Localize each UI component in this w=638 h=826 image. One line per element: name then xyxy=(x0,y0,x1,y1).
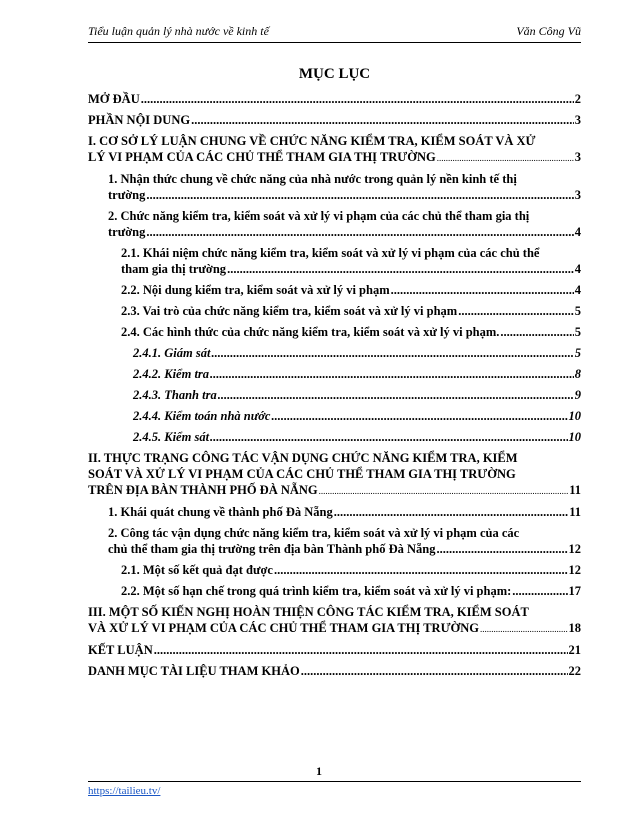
dot-leader xyxy=(146,187,573,203)
table-of-contents xyxy=(88,91,581,684)
toc-entry[interactable] xyxy=(121,303,581,319)
toc-page-number: 2 xyxy=(574,92,581,106)
toc-entry[interactable] xyxy=(88,91,581,107)
toc-page-number: 12 xyxy=(568,542,581,556)
toc-entry-text: DANH MỤC TÀI LIỆU THAM KHẢO xyxy=(88,664,300,678)
toc-entry-text: chủ thể tham gia thị trường trên địa bàn Thành phố Đà Nẵng xyxy=(108,542,436,556)
toc-entry-text: 2. Công tác vận dụng chức năng kiểm tra, kiểm soát và xử lý vi phạm của các xyxy=(108,526,520,540)
toc-entry[interactable] xyxy=(108,525,581,557)
toc-entry-text: 2.2. Nội dung kiểm tra, kiểm soát và xử lý vi phạm xyxy=(121,283,390,297)
dot-leader xyxy=(210,429,567,445)
toc-entry-text: 2.4.4. Kiểm toán nhà nước xyxy=(133,409,271,423)
toc-page-number: 10 xyxy=(568,430,581,444)
dot-leader xyxy=(480,621,567,637)
toc-entry[interactable] xyxy=(108,208,581,240)
footer-link[interactable]: https://tailieu.tv/ xyxy=(88,785,161,797)
toc-entry-text: KẾT LUẬN xyxy=(88,643,153,657)
dot-leader xyxy=(319,483,569,499)
toc-entry[interactable] xyxy=(108,504,581,520)
page-number: 1 xyxy=(316,764,322,778)
toc-page-number: 22 xyxy=(568,664,581,678)
toc-entry-text: MỞ ĐẦU xyxy=(88,92,140,106)
toc-entry-text: TRÊN ĐỊA BÀN THÀNH PHỐ ĐÀ NẴNG xyxy=(88,483,318,497)
toc-page-number: 4 xyxy=(574,283,581,297)
toc-entry[interactable] xyxy=(133,366,581,382)
toc-entry[interactable] xyxy=(121,583,581,599)
toc-page-number: 3 xyxy=(574,113,581,127)
toc-page-number: 8 xyxy=(574,367,581,381)
dot-leader xyxy=(334,504,568,520)
dot-leader xyxy=(512,583,567,599)
dot-leader xyxy=(218,387,574,403)
header-left-text: Tiểu luận quản lý nhà nước về kinh tế xyxy=(88,24,269,38)
toc-page-number: 3 xyxy=(574,188,581,202)
toc-entry-text: 2.2. Một số hạn chế trong quá trình kiểm tra, kiểm soát và xử lý vi phạm: xyxy=(121,584,512,598)
toc-entry[interactable] xyxy=(121,245,581,277)
dot-leader xyxy=(141,91,574,107)
toc-entry-text: II. THỰC TRẠNG CÔNG TÁC VẬN DỤNG CHỨC NĂNG KIỂM TRA, KIỂM xyxy=(88,451,518,465)
toc-entry-text: 2.1. Một số kết quả đạt được xyxy=(121,563,273,577)
footer-rule xyxy=(88,781,581,782)
toc-entry-text: VÀ XỬ LÝ VI PHẠM CỦA CÁC CHỦ THỂ THAM GIA THỊ TRƯỜNG xyxy=(88,621,480,635)
dot-leader xyxy=(458,303,574,319)
toc-entry-text: 2.4.1. Giám sát xyxy=(133,346,211,360)
dot-leader xyxy=(391,282,574,298)
dot-leader xyxy=(210,366,574,382)
dot-leader xyxy=(271,408,567,424)
toc-entry-text: 1. Khái quát chung về thành phố Đà Nẵng xyxy=(108,505,333,519)
running-header xyxy=(88,24,581,44)
toc-entry-text: PHẦN NỘI DUNG xyxy=(88,113,191,127)
toc-entry-text: III. MỘT SỐ KIẾN NGHỊ HOÀN THIỆN CÔNG TÁC KIỂM TRA, KIỂM SOÁT xyxy=(88,605,529,619)
toc-entry-text: trường xyxy=(108,188,146,202)
toc-entry[interactable] xyxy=(133,429,581,445)
toc-entry[interactable] xyxy=(88,604,581,637)
toc-entry-text: trường xyxy=(108,225,146,239)
toc-page-number: 5 xyxy=(574,304,581,318)
toc-page-number: 17 xyxy=(568,584,581,598)
toc-title: MỤC LỤC xyxy=(298,66,371,82)
dot-leader xyxy=(301,663,568,679)
dot-leader xyxy=(211,345,573,361)
toc-entry[interactable] xyxy=(88,642,581,658)
dot-leader xyxy=(436,541,567,557)
dot-leader xyxy=(227,261,574,277)
header-right-text: Văn Công Vũ xyxy=(516,24,581,38)
toc-page-number: 12 xyxy=(568,563,581,577)
toc-entry[interactable] xyxy=(121,324,581,340)
toc-entry-text: 2.4. Các hình thức của chức năng kiểm tra, kiểm soát và xử lý vi phạm. xyxy=(121,325,500,339)
toc-page-number: 9 xyxy=(574,388,581,402)
toc-entry[interactable] xyxy=(88,133,581,166)
toc-entry-text: SOÁT VÀ XỬ LÝ VI PHẠM CỦA CÁC CHỦ THỂ THAM GIA THỊ TRƯỜNG xyxy=(88,467,516,481)
toc-page-number: 11 xyxy=(569,505,581,519)
toc-entry-text: LÝ VI PHẠM CỦA CÁC CHỦ THỂ THAM GIA THỊ TRƯỜNG xyxy=(88,150,436,164)
dot-leader xyxy=(146,224,573,240)
dot-leader xyxy=(500,324,573,340)
toc-page-number: 18 xyxy=(568,621,581,635)
toc-entry-text: 1. Nhận thức chung về chức năng của nhà nước trong quản lý nền kinh tế thị xyxy=(108,172,517,186)
toc-entry-text: 2.4.3. Thanh tra xyxy=(133,388,217,402)
toc-entry[interactable] xyxy=(121,282,581,298)
toc-entry-text: 2. Chức năng kiểm tra, kiểm soát và xử lý vi phạm của các chủ thể tham gia thị xyxy=(108,209,530,223)
toc-entry[interactable] xyxy=(88,112,581,128)
toc-entry[interactable] xyxy=(133,387,581,403)
toc-entry[interactable] xyxy=(88,663,581,679)
toc-entry[interactable] xyxy=(133,408,581,424)
toc-page-number: 3 xyxy=(574,150,581,164)
toc-page-number: 4 xyxy=(574,262,581,276)
toc-entry-text: I. CƠ SỞ LÝ LUẬN CHUNG VỀ CHỨC NĂNG KIỂM TRA, KIỂM SOÁT VÀ XỬ xyxy=(88,134,536,148)
toc-entry-text: 2.3. Vai trò của chức năng kiểm tra, kiểm soát và xử lý vi phạm xyxy=(121,304,458,318)
toc-page-number: 10 xyxy=(568,409,581,423)
toc-page-number: 11 xyxy=(569,483,581,497)
toc-page-number: 5 xyxy=(574,325,581,339)
toc-page-number: 21 xyxy=(568,643,581,657)
toc-entry-text: tham gia thị trường xyxy=(121,262,227,276)
toc-page-number: 5 xyxy=(574,346,581,360)
toc-entry[interactable] xyxy=(121,562,581,578)
toc-page-number: 4 xyxy=(574,225,581,239)
toc-entry[interactable] xyxy=(88,450,581,499)
toc-entry-text: 2.4.5. Kiểm sát xyxy=(133,430,210,444)
dot-leader xyxy=(191,112,574,128)
dot-leader xyxy=(154,642,568,658)
toc-entry[interactable] xyxy=(108,171,581,203)
toc-entry-text: 2.1. Khái niệm chức năng kiểm tra, kiểm soát và xử lý vi phạm của các chủ thể xyxy=(121,246,540,260)
toc-entry-text: 2.4.2. Kiểm tra xyxy=(133,367,210,381)
header-rule xyxy=(88,42,581,43)
dot-leader xyxy=(437,150,574,166)
dot-leader xyxy=(274,562,568,578)
toc-entry[interactable] xyxy=(133,345,581,361)
